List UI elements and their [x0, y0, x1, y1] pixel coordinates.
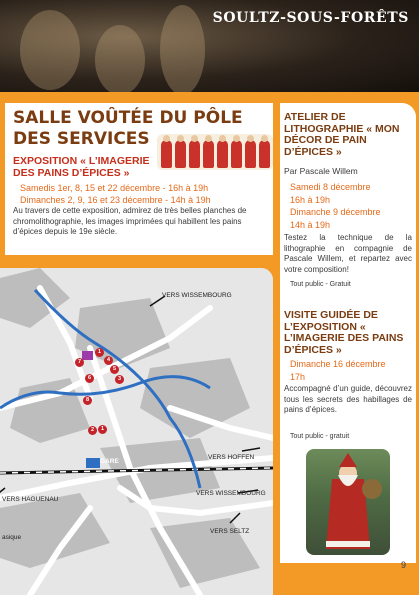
map-marker[interactable]: 6 [85, 374, 94, 383]
map-marker[interactable]: 7 [75, 358, 84, 367]
map-roads-icon [0, 268, 273, 595]
visite-date: Dimanche 16 décembre [290, 359, 386, 369]
exhibition-title: EXPOSITION « L’IMAGERIE DES PAINS D’ÉPICES » [13, 155, 150, 179]
atelier-description: Testez la technique de la lithographie en compagnie de Pascale Willem, et repartez avec votre composition! [284, 233, 412, 274]
gingerbread-figure [175, 140, 186, 168]
map-marker[interactable]: 1 [95, 348, 104, 357]
gingerbread-figure [203, 140, 214, 168]
gingerbread-figure [217, 140, 228, 168]
santa-figure-icon [306, 449, 390, 555]
atelier-date-2: Dimanche 9 décembre [290, 207, 381, 217]
map-label-hoffen: VERS HOFFEN [208, 454, 255, 461]
map-label-fragment: asique [2, 534, 22, 541]
visite-audience: Tout public - gratuit [290, 433, 350, 440]
map-label-gare: GARE [100, 458, 119, 465]
town-title: SOULTZ-SOUS-FORÊTS [212, 10, 409, 26]
map-marker[interactable]: 3 [115, 375, 124, 384]
map-marker[interactable]: 4 [104, 356, 113, 365]
atelier-host: Par Pascale Willem [284, 166, 358, 176]
page-number: 9 [400, 560, 406, 570]
atelier-time-2: 14h à 19h [290, 219, 331, 230]
header-banner [0, 0, 419, 92]
visite-dates [290, 358, 410, 383]
exhibition-dates-sundays: Dimanches 2, 9, 16 et 23 décembre - 14h à 19h [20, 195, 211, 205]
map-marker[interactable]: 5 [110, 365, 119, 374]
gingerbread-figure [245, 140, 256, 168]
photo-figure-shape [160, 5, 205, 92]
map-marker[interactable]: 2 [88, 426, 97, 435]
town-map[interactable] [0, 268, 273, 595]
gingerbread-figure [259, 140, 270, 168]
exhibition-description: Au travers de cette exposition, admirez de très belles planches de chromolithographie, les images imprimées qui habillent les pains d’épices depuis le 19e siècle. [13, 206, 247, 236]
gingerbread-illustration [157, 134, 273, 170]
visite-description: Accompagné d’un guide, découvrez tous les secrets des habillages de pains d’épices. [284, 384, 412, 414]
atelier-date-1: Samedi 8 décembre [290, 182, 371, 192]
atelier-time-1: 16h à 19h [290, 194, 331, 205]
map-label-wissembourg-south: VERS WISSEMBOURG [196, 490, 266, 497]
map-marker[interactable]: 8 [83, 396, 92, 405]
map-label-seltz: VERS SELTZ [210, 528, 250, 535]
photo-figure-shape [95, 25, 145, 92]
atelier-audience: Tout public - Gratuit [290, 281, 351, 288]
map-label-haguenau: VERS HAGUENAU [2, 496, 59, 503]
santa-illustration [306, 449, 390, 555]
exhibition-dates-saturdays: Samedis 1er, 8, 15 et 22 décembre - 16h à 19h [20, 183, 209, 193]
atelier-title: ATELIER DE LITHOGRAPHIE « MON DÉCOR DE PAIN D’ÉPICES » [284, 111, 400, 158]
visite-title: VISITE GUIDÉE DE L’EXPOSITION « L’IMAGERIE DES PAINS D’ÉPICES » [284, 309, 404, 356]
visite-time: 17h [290, 371, 306, 382]
gingerbread-figure [231, 140, 242, 168]
gingerbread-figure [189, 140, 200, 168]
atelier-dates [290, 181, 410, 231]
photo-figure-shape [20, 10, 80, 90]
map-marker[interactable]: 1 [98, 425, 107, 434]
map-label-wissembourg-north: VERS WISSEMBOURG [162, 292, 232, 299]
venue-title: SALLE VOÛTÉE DU PÔLE DES SERVICES [13, 108, 243, 149]
